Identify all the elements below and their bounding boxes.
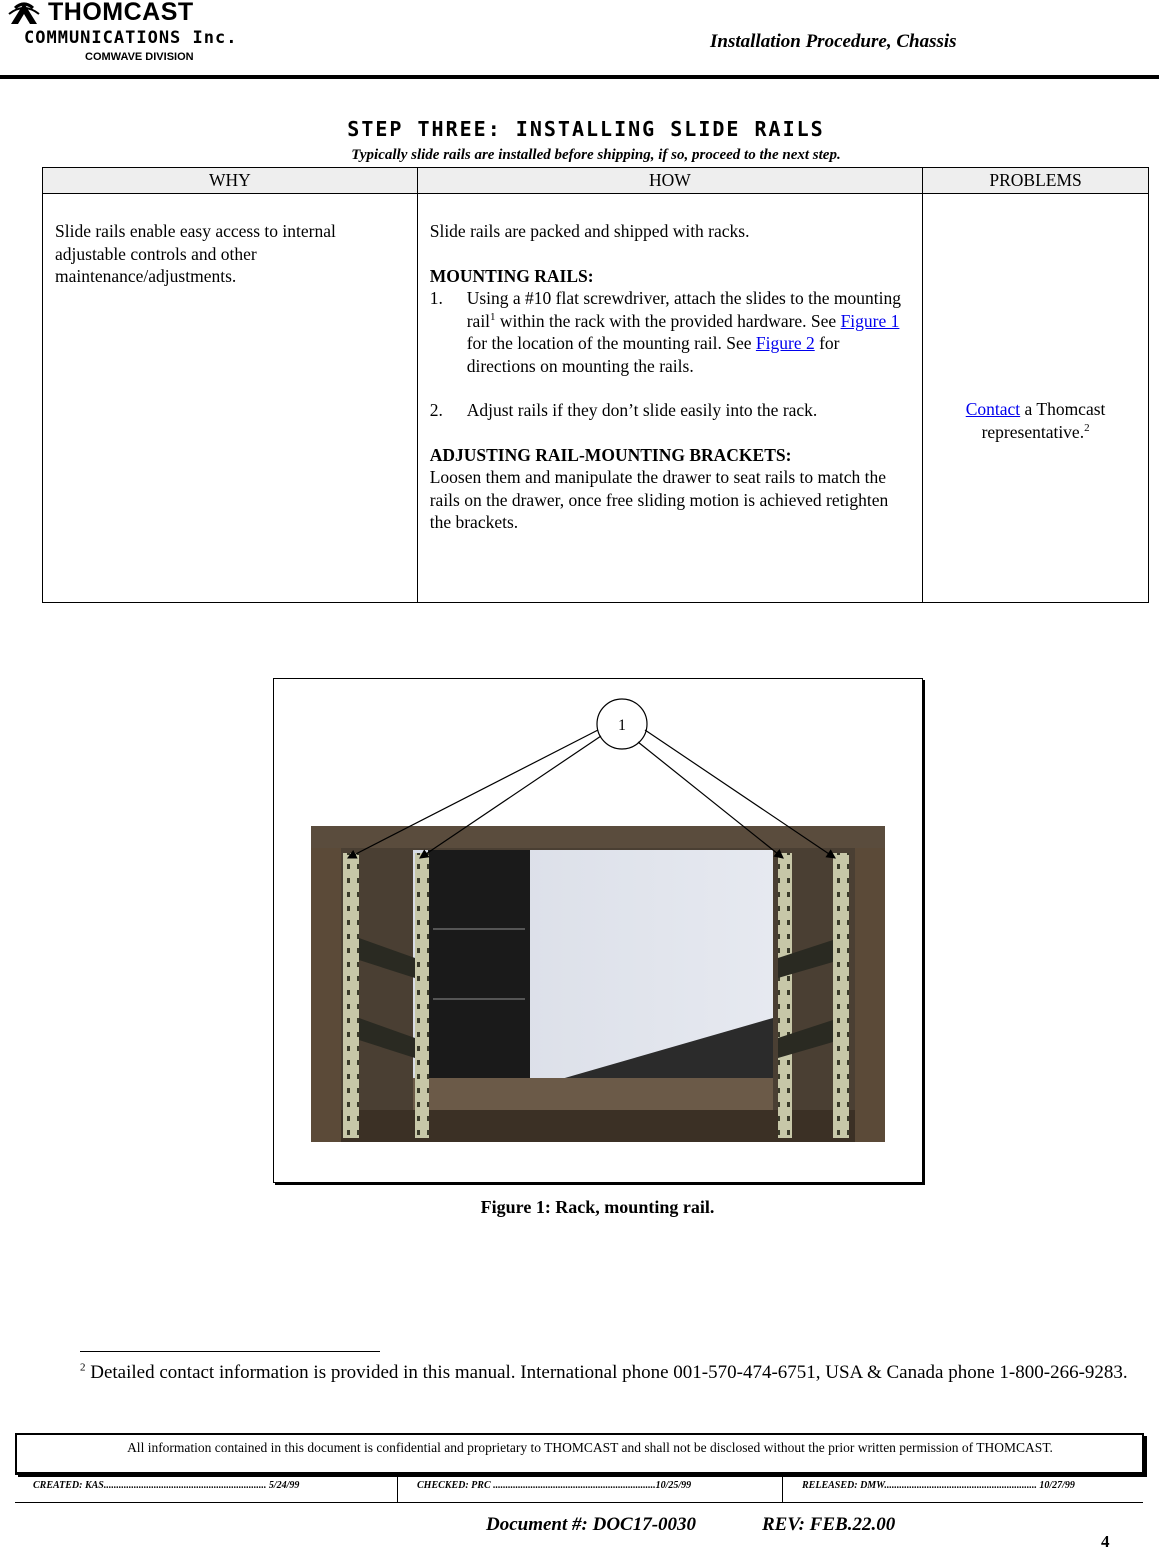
revision: REV: FEB.22.00 bbox=[762, 1514, 896, 1535]
adjusting-brackets-text: Loosen them and manipulate the drawer to seat rails to match the rails on the drawer, once free sliding motion is achieved retighten the brackets. bbox=[429, 467, 889, 532]
list-item bbox=[430, 399, 910, 422]
callout-number: 1 bbox=[618, 717, 626, 734]
footnote-ref[interactable]: 1 bbox=[490, 310, 496, 323]
mounting-rails-heading: MOUNTING RAILS: bbox=[429, 265, 594, 286]
page-number: 4 bbox=[1101, 1532, 1110, 1551]
figure-caption: Figure 1: Rack, mounting rail. bbox=[480, 1197, 715, 1217]
table-row bbox=[43, 194, 1149, 603]
signature-separator bbox=[397, 1474, 398, 1502]
rack-photo bbox=[311, 826, 885, 1142]
confidentiality-notice: All information contained in this document is confidential and proprietary to THOMCAST and shall not be disclosed without the prior written permission of THOMCAST. bbox=[127, 1440, 1053, 1455]
footnote bbox=[80, 1360, 1140, 1385]
signature-divider bbox=[15, 1474, 1143, 1475]
company-name: COMMUNICATIONS Inc. bbox=[24, 28, 238, 48]
division-name: COMWAVE DIVISION bbox=[85, 51, 194, 63]
how-cell bbox=[417, 194, 922, 603]
step-number: 1. bbox=[429, 288, 443, 308]
list-item bbox=[430, 287, 910, 377]
contact-link[interactable]: Contact bbox=[965, 399, 1021, 419]
header-divider bbox=[0, 75, 1159, 79]
column-header-how: HOW bbox=[417, 168, 922, 194]
step-text: Adjust rails if they don’t slide easily into the rack. bbox=[466, 400, 818, 420]
column-header-problems: PROBLEMS bbox=[923, 168, 1149, 194]
problems-text: a Thomcast representative. bbox=[981, 399, 1106, 442]
thomcast-logo-icon bbox=[4, 2, 44, 26]
step-text: within the rack with the provided hardware. See bbox=[495, 310, 841, 331]
step-text: Using a #10 flat screwdriver, attach the slides to the mounting rail bbox=[466, 288, 901, 331]
column-header-why: WHY bbox=[43, 168, 418, 194]
mounting-steps-list bbox=[430, 287, 910, 422]
figure-1-link[interactable]: Figure 1 bbox=[840, 310, 900, 331]
step-text: for directions on mounting the rails. bbox=[466, 333, 840, 376]
problems-cell bbox=[923, 194, 1149, 603]
signature-separator bbox=[782, 1474, 783, 1502]
procedure-table bbox=[42, 167, 1149, 603]
why-text: Slide rails enable easy access to internal adjustable controls and other maintenance/adjustments. bbox=[55, 221, 336, 286]
step-subtitle: Typically slide rails are installed before shipping, if so, proceed to the next step. bbox=[351, 147, 841, 163]
table-header-row bbox=[43, 168, 1149, 194]
footnote-marker: 2 bbox=[80, 1361, 86, 1374]
step-number: 2. bbox=[429, 400, 443, 420]
why-cell bbox=[43, 194, 418, 603]
step-title: STEP THREE: INSTALLING SLIDE RAILS bbox=[347, 117, 825, 141]
brand-name: THOMCAST bbox=[48, 0, 194, 26]
footnote-ref[interactable]: 2 bbox=[1084, 421, 1090, 434]
document-title: Installation Procedure, Chassis bbox=[710, 31, 957, 52]
footnote-text: Detailed contact information is provided in this manual. International phone 001-570-474-6751, USA & Canada phone 1-800-266-9283. bbox=[85, 1362, 1128, 1383]
figure-2-link[interactable]: Figure 2 bbox=[755, 333, 815, 353]
released-by: RELEASED: DMW............................................................. 10/27/99 bbox=[802, 1480, 1075, 1491]
checked-by: CHECKED: PRC .................................................................10/25/99 bbox=[417, 1480, 692, 1491]
how-intro: Slide rails are packed and shipped with racks. bbox=[429, 221, 750, 241]
step-text: for the location of the mounting rail. See bbox=[466, 333, 756, 353]
document-number: Document #: DOC17-0030 bbox=[486, 1514, 697, 1535]
footnote-divider bbox=[80, 1351, 380, 1352]
created-by: CREATED: KAS................................................................. 5/24/99 bbox=[33, 1480, 300, 1491]
signature-divider bbox=[15, 1502, 1143, 1503]
adjusting-brackets-heading: ADJUSTING RAIL-MOUNTING BRACKETS: bbox=[429, 444, 792, 465]
rack-figure bbox=[273, 678, 923, 1183]
